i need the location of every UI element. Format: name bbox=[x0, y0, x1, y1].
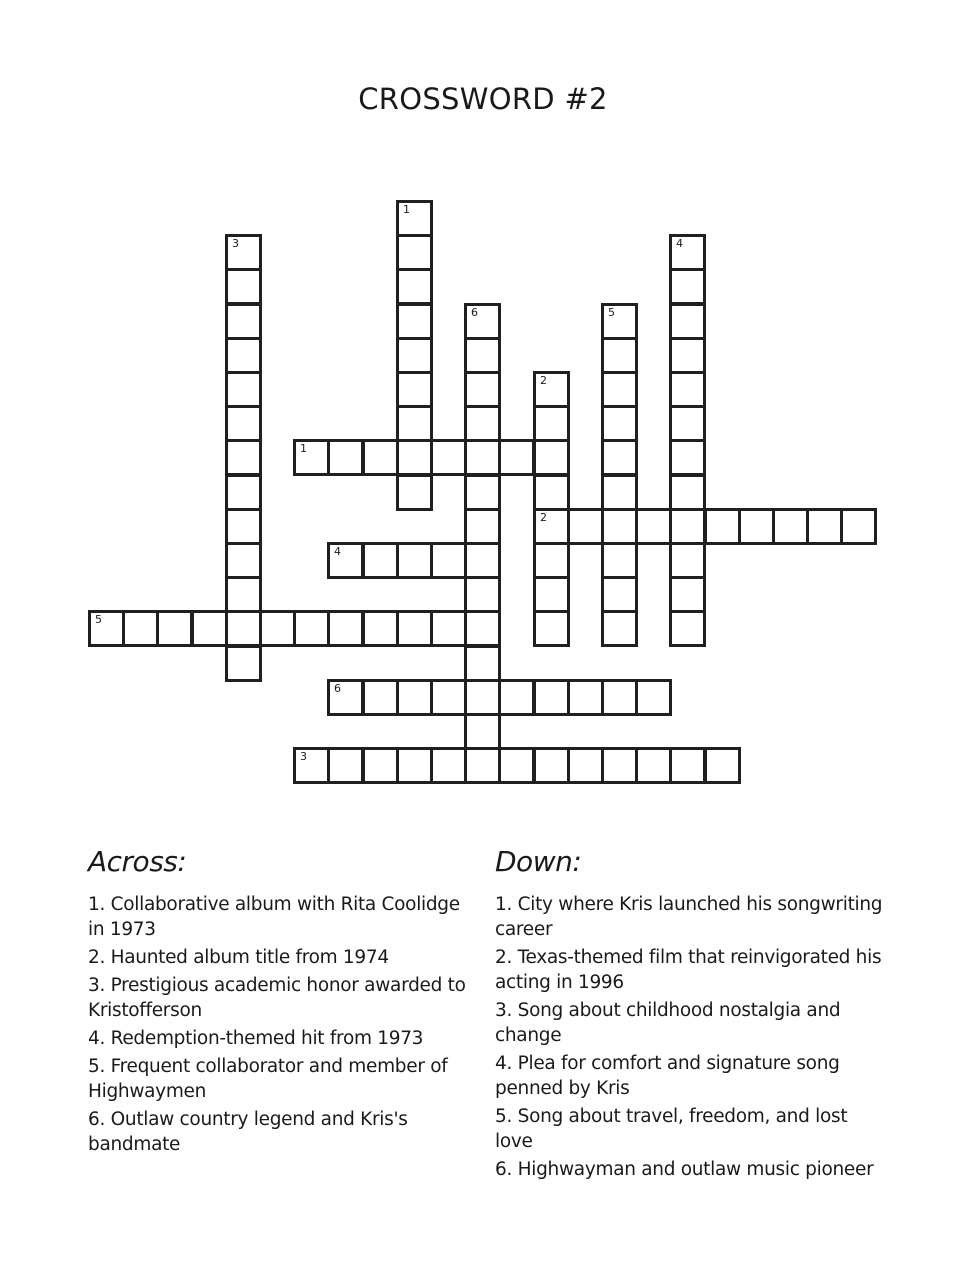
grid-cell[interactable] bbox=[498, 747, 535, 784]
grid-cell[interactable] bbox=[669, 268, 706, 305]
grid-cell[interactable] bbox=[498, 439, 535, 476]
across-clue: 3. Prestigious academic honor awarded to Kristofferson bbox=[88, 975, 466, 1021]
grid-cell[interactable] bbox=[533, 508, 570, 545]
grid-cell[interactable] bbox=[225, 542, 262, 579]
grid-cell[interactable] bbox=[669, 303, 706, 340]
grid-cell[interactable] bbox=[430, 542, 467, 579]
grid-cell[interactable] bbox=[225, 405, 262, 442]
grid-cell[interactable] bbox=[430, 679, 467, 716]
grid-cell[interactable] bbox=[464, 303, 501, 340]
grid-cell[interactable] bbox=[533, 747, 570, 784]
down-clue: 6. Highwayman and outlaw music pioneer bbox=[495, 1159, 874, 1180]
grid-cell[interactable] bbox=[464, 713, 501, 750]
grid-cell[interactable] bbox=[122, 610, 159, 647]
down-clue: 1. City where Kris launched his songwriting career bbox=[495, 894, 883, 940]
grid-cell[interactable] bbox=[259, 610, 296, 647]
grid-cell[interactable] bbox=[464, 645, 501, 682]
grid-cell[interactable] bbox=[464, 508, 501, 545]
grid-cell[interactable] bbox=[669, 234, 706, 271]
grid-cell[interactable] bbox=[362, 679, 399, 716]
grid-cell[interactable] bbox=[738, 508, 775, 545]
grid-cell[interactable] bbox=[601, 610, 638, 647]
grid-cell[interactable] bbox=[225, 610, 262, 647]
grid-cell[interactable] bbox=[533, 439, 570, 476]
grid-cell[interactable] bbox=[430, 747, 467, 784]
page-title: CROSSWORD #2 bbox=[358, 82, 608, 116]
across-clue: 5. Frequent collaborator and member of Highwaymen bbox=[88, 1056, 448, 1102]
grid-cell[interactable] bbox=[225, 303, 262, 340]
down-clues-section bbox=[495, 842, 885, 1185]
grid-cell[interactable] bbox=[567, 508, 604, 545]
grid-cell[interactable] bbox=[635, 508, 672, 545]
grid-cell[interactable] bbox=[601, 679, 638, 716]
grid-cell[interactable] bbox=[327, 679, 364, 716]
grid-cell[interactable] bbox=[396, 405, 433, 442]
grid-cell[interactable] bbox=[362, 747, 399, 784]
grid-cell[interactable] bbox=[635, 679, 672, 716]
grid-cell[interactable] bbox=[806, 508, 843, 545]
grid-cell[interactable] bbox=[396, 234, 433, 271]
down-clue: 3. Song about childhood nostalgia and change bbox=[495, 1000, 841, 1046]
grid-cell[interactable] bbox=[464, 337, 501, 374]
grid-cell[interactable] bbox=[533, 405, 570, 442]
grid-cell[interactable] bbox=[464, 474, 501, 511]
clue-number: 5 bbox=[608, 306, 615, 319]
grid-cell[interactable] bbox=[362, 439, 399, 476]
clue-number: 1 bbox=[403, 203, 410, 216]
clue-number: 3 bbox=[232, 237, 239, 250]
grid-cell[interactable] bbox=[601, 303, 638, 340]
down-clue: 2. Texas-themed film that reinvigorated his acting in 1996 bbox=[495, 947, 882, 993]
across-heading: Across: bbox=[88, 845, 187, 878]
down-clue: 4. Plea for comfort and signature song penned by Kris bbox=[495, 1053, 840, 1099]
grid-cell[interactable] bbox=[669, 508, 706, 545]
grid-cell[interactable] bbox=[772, 508, 809, 545]
grid-cell[interactable] bbox=[293, 747, 330, 784]
grid-cell[interactable] bbox=[225, 645, 262, 682]
grid-cell[interactable] bbox=[601, 337, 638, 374]
grid-cell[interactable] bbox=[533, 610, 570, 647]
grid-cell[interactable] bbox=[430, 610, 467, 647]
grid-cell[interactable] bbox=[464, 542, 501, 579]
grid-cell[interactable] bbox=[327, 610, 364, 647]
grid-cell[interactable] bbox=[669, 576, 706, 613]
grid-cell[interactable] bbox=[88, 610, 125, 647]
grid-cell[interactable] bbox=[840, 508, 877, 545]
across-clue: 6. Outlaw country legend and Kris's bandmate bbox=[88, 1109, 408, 1155]
clue-number: 4 bbox=[676, 237, 683, 250]
grid-cell[interactable] bbox=[601, 405, 638, 442]
across-clues-section bbox=[88, 842, 468, 1160]
clue-number: 6 bbox=[334, 682, 341, 695]
grid-cell[interactable] bbox=[464, 405, 501, 442]
grid-cell[interactable] bbox=[464, 439, 501, 476]
grid-cell[interactable] bbox=[293, 610, 330, 647]
grid-cell[interactable] bbox=[396, 542, 433, 579]
grid-cell[interactable] bbox=[669, 405, 706, 442]
grid-cell[interactable] bbox=[396, 439, 433, 476]
grid-cell[interactable] bbox=[669, 542, 706, 579]
grid-cell[interactable] bbox=[396, 474, 433, 511]
grid-cell[interactable] bbox=[464, 371, 501, 408]
grid-cell[interactable] bbox=[567, 747, 604, 784]
grid-cell[interactable] bbox=[464, 576, 501, 613]
grid-cell[interactable] bbox=[225, 337, 262, 374]
grid-cell[interactable] bbox=[156, 610, 193, 647]
grid-cell[interactable] bbox=[601, 439, 638, 476]
grid-cell[interactable] bbox=[362, 542, 399, 579]
grid-cell[interactable] bbox=[430, 439, 467, 476]
down-heading: Down: bbox=[495, 845, 582, 878]
grid-cell[interactable] bbox=[327, 747, 364, 784]
grid-cell[interactable] bbox=[225, 371, 262, 408]
grid-cell[interactable] bbox=[669, 610, 706, 647]
grid-cell[interactable] bbox=[601, 508, 638, 545]
grid-cell[interactable] bbox=[225, 576, 262, 613]
across-clue: 4. Redemption-themed hit from 1973 bbox=[88, 1028, 424, 1049]
clue-number: 5 bbox=[95, 613, 102, 626]
grid-cell[interactable] bbox=[601, 474, 638, 511]
grid-cell[interactable] bbox=[601, 371, 638, 408]
grid-cell[interactable] bbox=[704, 747, 741, 784]
across-clue: 1. Collaborative album with Rita Coolidge in 1973 bbox=[88, 894, 460, 940]
down-clue-list bbox=[495, 892, 885, 1182]
grid-cell[interactable] bbox=[669, 439, 706, 476]
grid-cell[interactable] bbox=[396, 268, 433, 305]
grid-cell[interactable] bbox=[601, 747, 638, 784]
grid-cell[interactable] bbox=[396, 200, 433, 237]
grid-cell[interactable] bbox=[533, 542, 570, 579]
clue-number: 2 bbox=[540, 374, 547, 387]
grid-cell[interactable] bbox=[533, 371, 570, 408]
grid-cell[interactable] bbox=[396, 747, 433, 784]
clue-number: 2 bbox=[540, 511, 547, 524]
grid-cell[interactable] bbox=[362, 610, 399, 647]
clue-number: 3 bbox=[300, 750, 307, 763]
grid-cell[interactable] bbox=[635, 747, 672, 784]
grid-cell[interactable] bbox=[225, 268, 262, 305]
grid-cell[interactable] bbox=[396, 303, 433, 340]
grid-cell[interactable] bbox=[396, 610, 433, 647]
grid-cell[interactable] bbox=[704, 508, 741, 545]
grid-cell[interactable] bbox=[601, 542, 638, 579]
across-clue-list bbox=[88, 892, 468, 1157]
grid-cell[interactable] bbox=[533, 576, 570, 613]
grid-cell[interactable] bbox=[498, 679, 535, 716]
across-clue: 2. Haunted album title from 1974 bbox=[88, 947, 389, 968]
grid-cell[interactable] bbox=[225, 508, 262, 545]
clue-number: 4 bbox=[334, 545, 341, 558]
grid-cell[interactable] bbox=[464, 679, 501, 716]
grid-cell[interactable] bbox=[464, 610, 501, 647]
grid-cell[interactable] bbox=[669, 337, 706, 374]
grid-cell[interactable] bbox=[396, 371, 433, 408]
grid-cell[interactable] bbox=[567, 679, 604, 716]
down-clue: 5. Song about travel, freedom, and lost love bbox=[495, 1106, 848, 1152]
grid-cell[interactable] bbox=[669, 747, 706, 784]
grid-cell[interactable] bbox=[533, 474, 570, 511]
grid-cell[interactable] bbox=[396, 679, 433, 716]
grid-cell[interactable] bbox=[464, 747, 501, 784]
grid-cell[interactable] bbox=[191, 610, 228, 647]
grid-cell[interactable] bbox=[327, 439, 364, 476]
grid-cell[interactable] bbox=[669, 371, 706, 408]
clue-number: 6 bbox=[471, 306, 478, 319]
grid-cell[interactable] bbox=[327, 542, 364, 579]
grid-cell[interactable] bbox=[225, 474, 262, 511]
grid-cell[interactable] bbox=[669, 474, 706, 511]
grid-cell[interactable] bbox=[601, 576, 638, 613]
grid-cell[interactable] bbox=[293, 439, 330, 476]
grid-cell[interactable] bbox=[225, 234, 262, 271]
clue-number: 1 bbox=[300, 442, 307, 455]
grid-cell[interactable] bbox=[396, 337, 433, 374]
grid-cell[interactable] bbox=[225, 439, 262, 476]
grid-cell[interactable] bbox=[533, 679, 570, 716]
